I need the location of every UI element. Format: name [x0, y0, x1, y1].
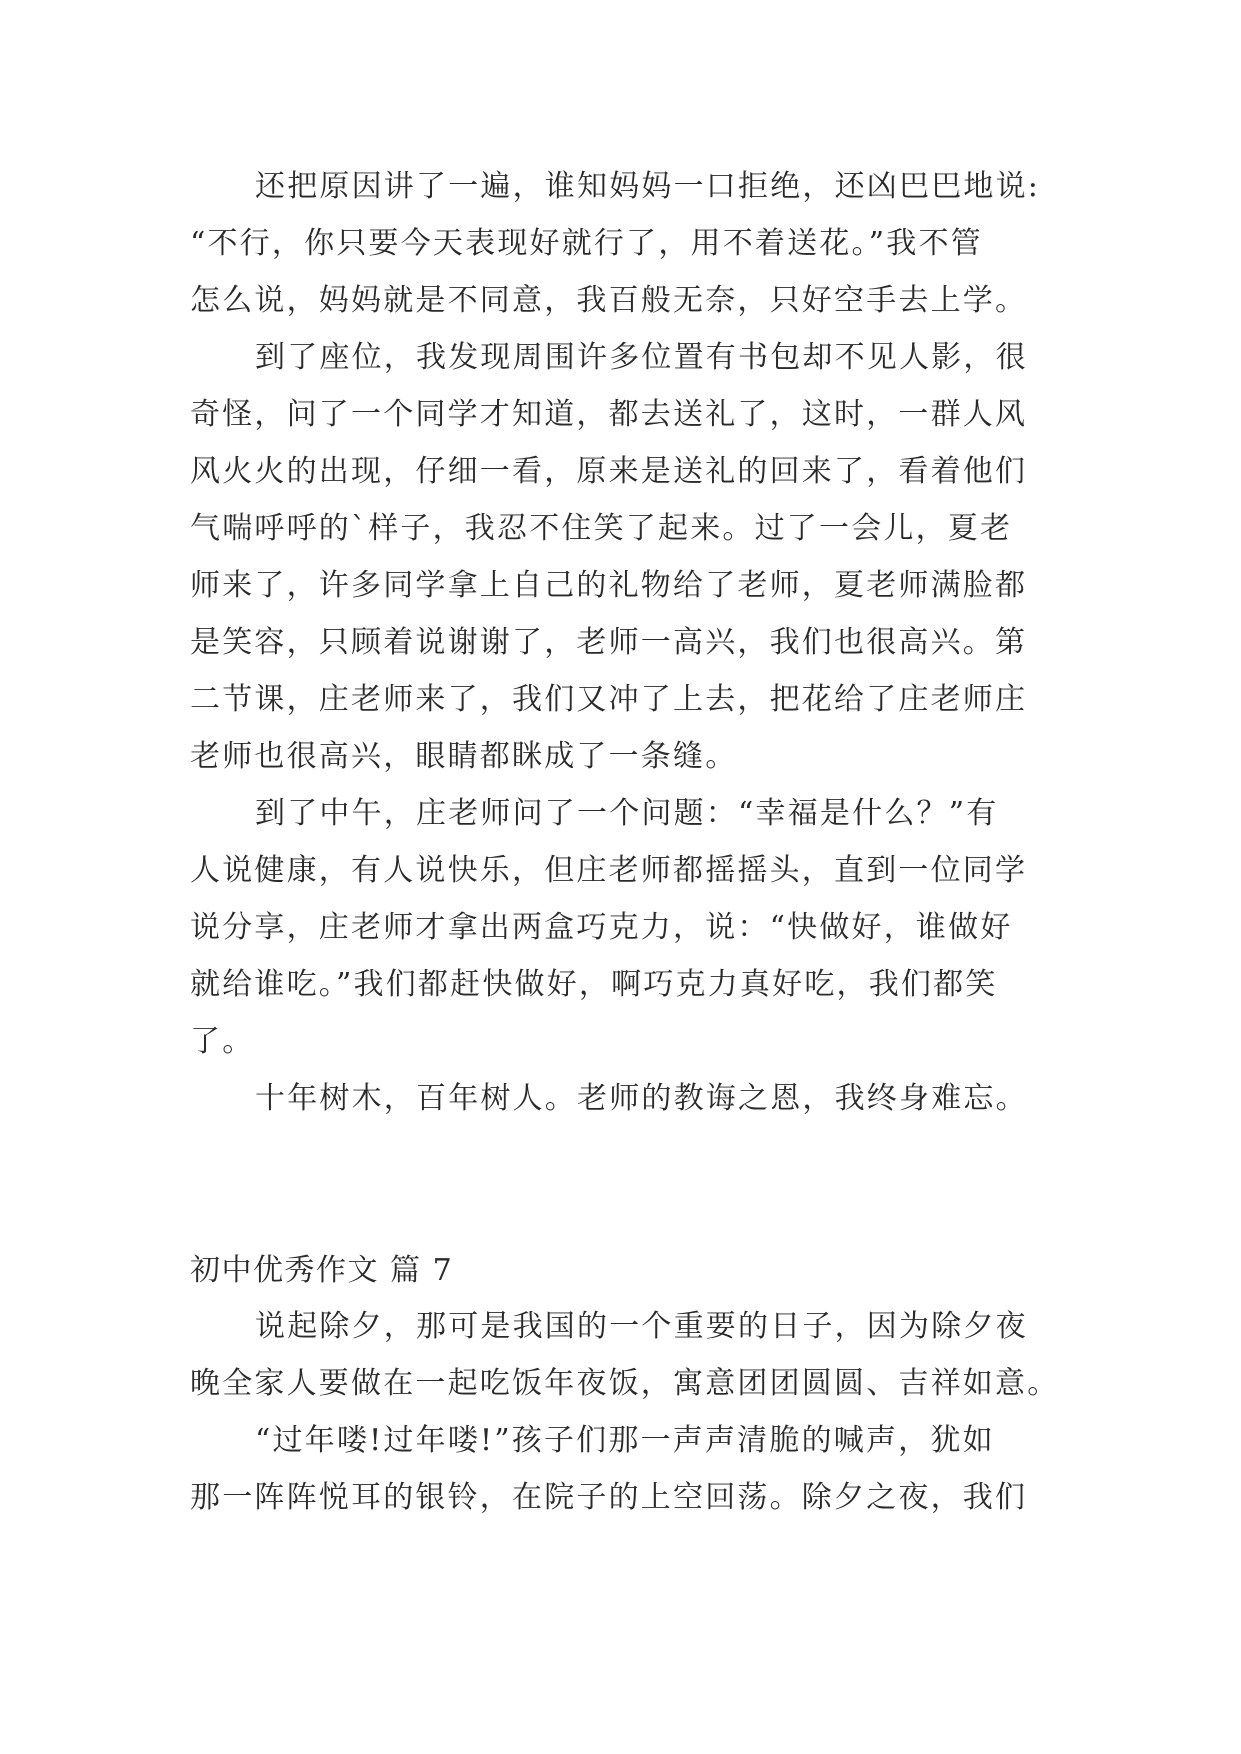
paragraph-line: 说分享，庄老师才拿出两盒巧克力，说：“快做好，谁做好 [190, 910, 1013, 945]
paragraph-line: “过年喽!过年喽!”孩子们那一声声清脆的喊声，犹如 [255, 1423, 995, 1458]
paragraph-line: 那一阵阵悦耳的银铃，在院子的上空回荡。除夕之夜，我们 [190, 1480, 1028, 1515]
paragraph-line: 就给谁吃。”我们都赶快做好，啊巧克力真好吃，我们都笑 [190, 967, 998, 1002]
paragraph-line: “不行，你只要今天表现好就行了，用不着送花。”我不管 [190, 226, 983, 261]
paragraph-line: 二节课，庄老师来了，我们又冲了上去，把花给了庄老师庄 [190, 682, 1028, 717]
paragraph-line: 人说健康，有人说快乐，但庄老师都摇摇头，直到一位同学 [190, 853, 1028, 888]
paragraph-line: 还把原因讲了一遍，谁知妈妈一口拒绝，还凶巴巴地说: [255, 169, 1041, 204]
paragraph-line: 老师也很高兴，眼睛都眯成了一条缝。 [190, 739, 738, 774]
paragraph-line: 气喘呼呼的`样子，我忍不住笑了起来。过了一会儿，夏老 [190, 511, 1013, 546]
paragraph-line: 说起除夕，那可是我国的一个重要的日子，因为除夕夜 [255, 1309, 1028, 1344]
paragraph-line: 风火火的出现，仔细一看，原来是送礼的回来了，看着他们 [190, 454, 1028, 489]
paragraph-line: 到了座位，我发现周围许多位置有书包却不见人影，很 [255, 340, 1028, 375]
paragraph-line: 是笑容，只顾着说谢谢了，老师一高兴，我们也很高兴。第 [190, 625, 1028, 660]
section-heading: 初中优秀作文 篇 7 [190, 1253, 454, 1288]
paragraph-line: 晚全家人要做在一起吃饭年夜饭，寓意团团圆圆、吉祥如意。 [190, 1366, 1060, 1401]
paragraph-line: 了。 [190, 1024, 255, 1059]
paragraph-line: 奇怪，问了一个同学才知道，都去送礼了，这时，一群人风 [190, 397, 1028, 432]
paragraph-line: 到了中午，庄老师问了一个问题：“幸福是什么？”有 [255, 796, 999, 831]
paragraph-line: 十年树木，百年树人。老师的教诲之恩，我终身难忘。 [255, 1081, 1028, 1116]
paragraph-line: 怎么说，妈妈就是不同意，我百般无奈，只好空手去上学。 [190, 283, 1028, 318]
paragraph-line: 师来了，许多同学拿上自己的礼物给了老师，夏老师满脸都 [190, 568, 1028, 603]
